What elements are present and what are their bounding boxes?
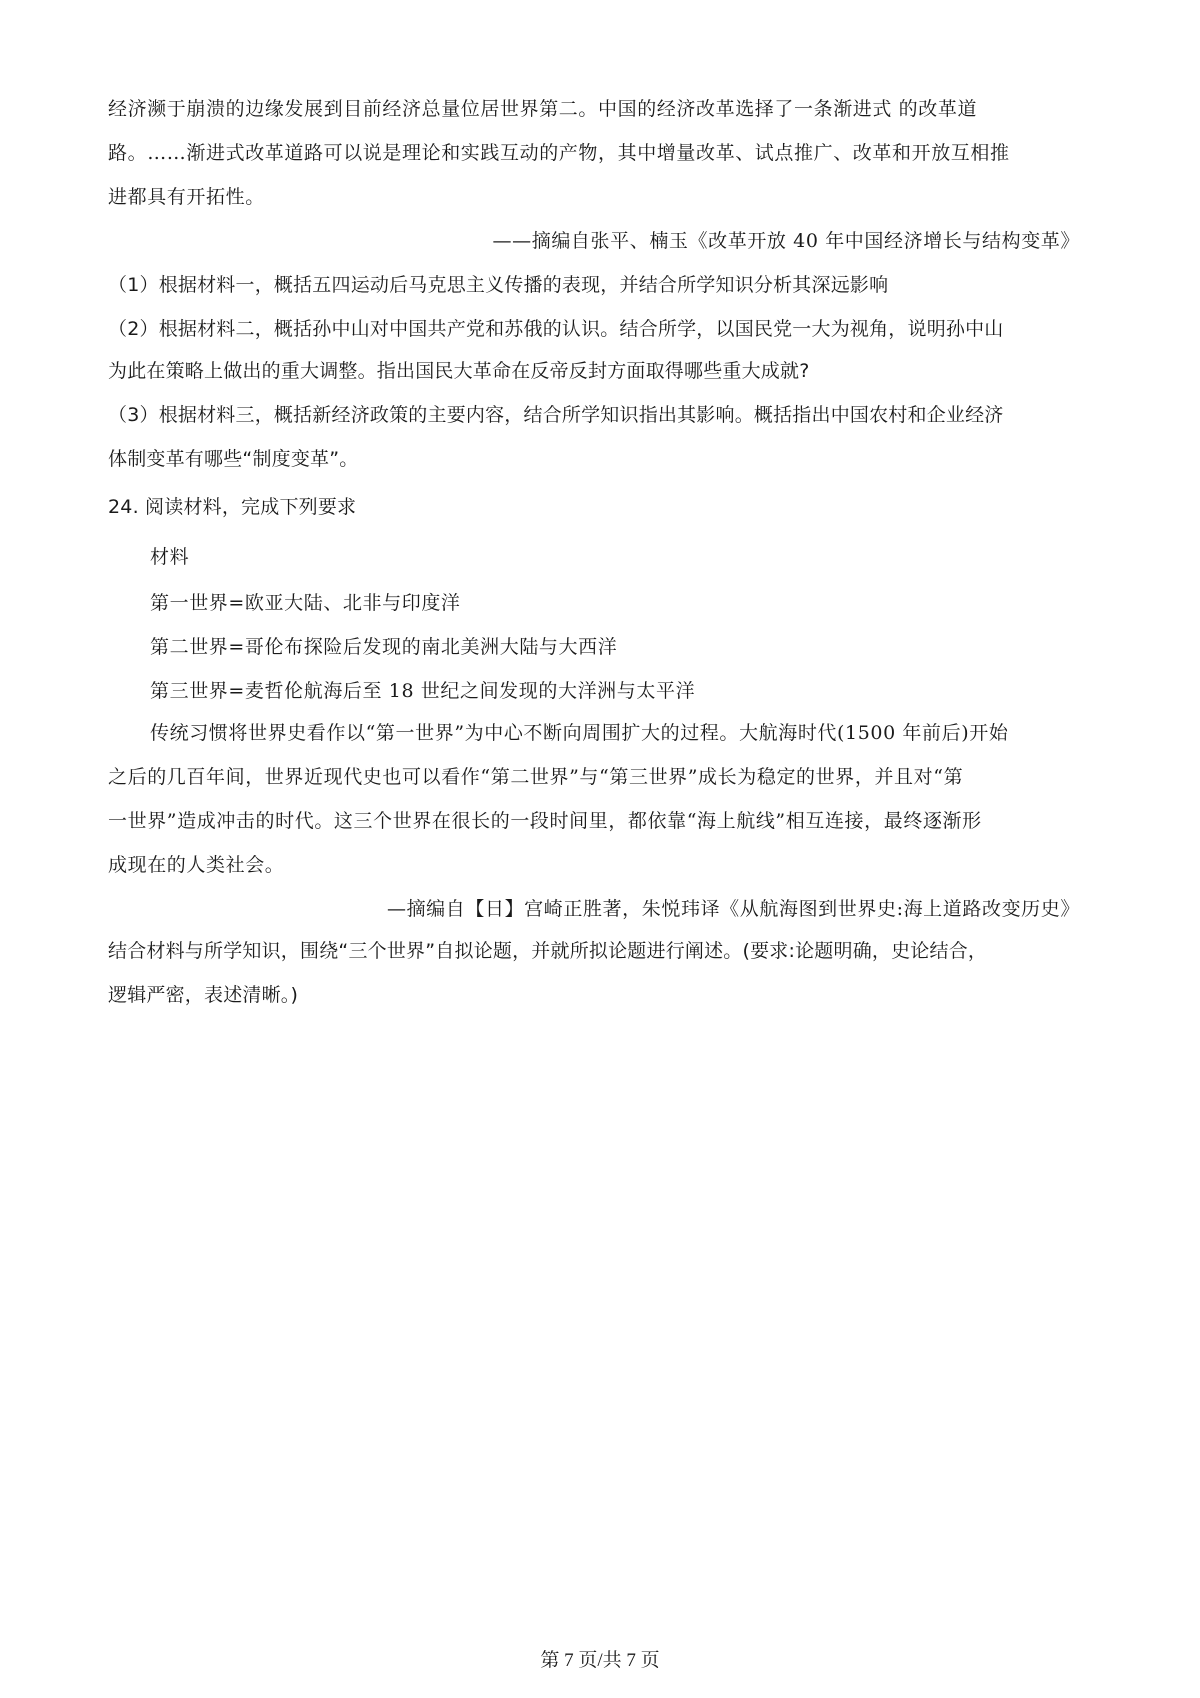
q24-material-label: 材料 xyxy=(150,546,190,568)
material3-source: ——摘编自张平、楠玉《改革开放 40 年中国经济增长与结构变革》 xyxy=(492,230,1080,252)
q24-paragraph-line-3: 一世界”造成冲击的时代。这三个世界在很长的一段时间里，都依靠“海上航线”相互连接，最终逐渐形 xyxy=(108,810,982,832)
q24-world-1: 第一世界=欧亚大陆、北非与印度洋 xyxy=(150,592,461,614)
q24-world-2: 第二世界=哥伦布探险后发现的南北美洲大陆与大西洋 xyxy=(150,636,618,658)
q24-task-line-1: 结合材料与所学知识，围绕“三个世界”自拟论题，并就所拟论题进行阐述。(要求:论题明确，史论结合， xyxy=(108,940,988,962)
q23-sub2-line1: （2）根据材料二，概括孙中山对中国共产党和苏俄的认识。结合所学，以国民党一大为视角，说明孙中山 xyxy=(108,318,1004,340)
material3-line-2: 路。……渐进式改革道路可以说是理论和实践互动的产物，其中增量改革、试点推广、改革和开放互相推 xyxy=(108,142,1010,164)
q23-sub2-line2: 为此在策略上做出的重大调整。指出国民大革命在反帝反封方面取得哪些重大成就? xyxy=(108,360,810,382)
page-footer: 第 7 页/共 7 页 xyxy=(540,1650,660,1671)
q24-paragraph-line-1: 传统习惯将世界史看作以“第一世界”为中心不断向周围扩大的过程。大航海时代(1500 年前后)开始 xyxy=(150,722,1009,744)
q24-title: 24. 阅读材料，完成下列要求 xyxy=(108,496,357,518)
material3-line-3: 进都具有开拓性。 xyxy=(108,186,265,208)
q23-sub3-line2: 体制变革有哪些“制度变革”。 xyxy=(108,448,359,470)
q24-source: —摘编自【日】宫崎正胜著，朱悦玮译《从航海图到世界史:海上道路改变历史》 xyxy=(386,898,1080,920)
q24-world-3: 第三世界=麦哲伦航海后至 18 世纪之间发现的大洋洲与太平洋 xyxy=(150,680,696,702)
q24-paragraph-line-2: 之后的几百年间，世界近现代史也可以看作“第二世界”与“第三世界”成长为稳定的世界，并且对“第 xyxy=(108,766,964,788)
q23-sub1: （1）根据材料一，概括五四运动后马克思主义传播的表现，并结合所学知识分析其深远影响 xyxy=(108,274,889,296)
q24-task-line-2: 逻辑严密，表述清晰。) xyxy=(108,984,299,1006)
q24-paragraph-line-4: 成现在的人类社会。 xyxy=(108,854,285,876)
material3-line-1: 经济濒于崩溃的边缘发展到目前经济总量位居世界第二。中国的经济改革选择了一条渐进式 的改革道 xyxy=(108,98,978,120)
q23-sub3-line1: （3）根据材料三，概括新经济政策的主要内容，结合所学知识指出其影响。概括指出中国农村和企业经济 xyxy=(108,404,1004,426)
